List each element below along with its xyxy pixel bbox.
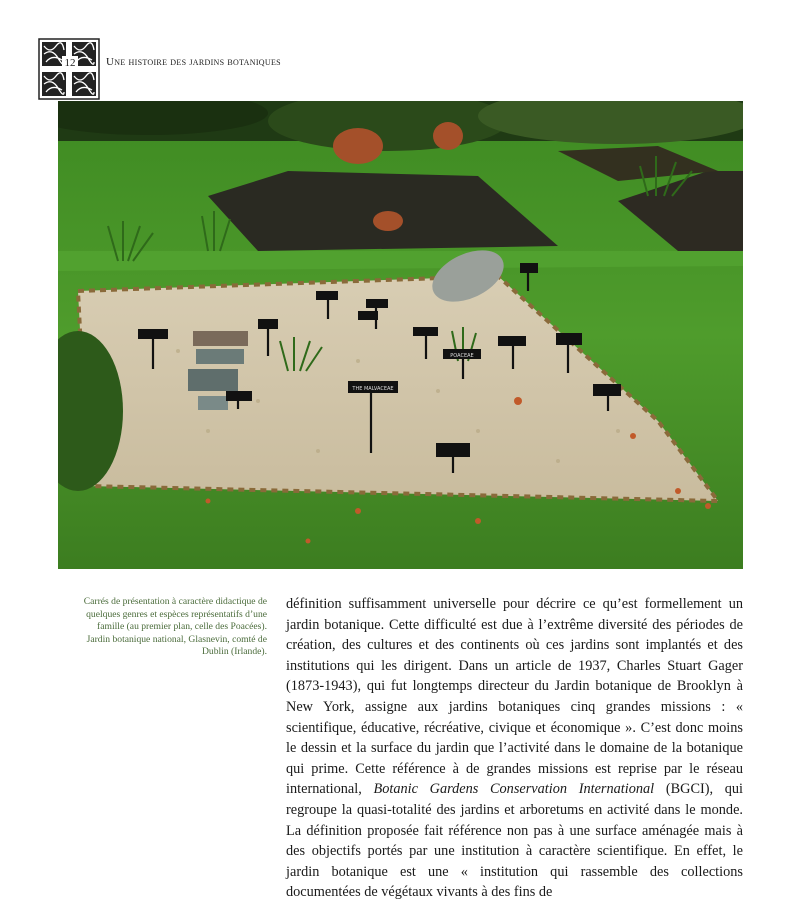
- body-text-part1: définition suffisamment universelle pour décrire ce qu’est formellement un jardin botanique. Cette difficulté est due à l’extrême diversité des périodes de création, des cultures et des continents où ces jardins sont implantés et des institutions qui les dirigent. Dans un article de 1937, Charles Stuart Gager (1873-1943), qui fut longtemps directeur du Jardin botanique de Brooklyn à New York, assigne aux jardins botaniques cinq grandes missions : « scientifique, éducative, récréative, civique et économique ». C’est donc moins le dessin et la surface du jardin que l’activité dans le domaine de la botanique qui prime. Cette référence à de grandes missions est reprise par le réseau international,: [286, 596, 743, 798]
- botanical-garden-photo: [58, 101, 743, 569]
- body-paragraph: [286, 594, 743, 903]
- page-number: 12: [62, 56, 78, 70]
- garden-illustration: [58, 101, 743, 569]
- caption-description: Carrés de présentation à caractère didactique de quelques genres et espèces représentatifs d’une famille (au premier plan, celle des Poacées).: [83, 596, 267, 633]
- body-text-part2: (BGCI), qui regroupe la quasi-totalité des jardins et arboretums en activité dans le monde. La définition proposée fait référence non pas à une surface aménagée mais à des objectifs portés par une institution à caractère scientifique. En effet, le jardin botanique est une « institution qui rassemble des collections documentées de végétaux vivants à des fins de: [286, 781, 743, 901]
- plant-label-poaceae: POACEAE: [450, 353, 474, 359]
- body-text: [286, 594, 743, 903]
- plant-label-malvaceae: THE MALVACEAE: [352, 386, 394, 392]
- caption-location: Jardin botanique national, Glasnevin, comté de Dublin (Irlande).: [86, 633, 267, 658]
- running-title: Une histoire des jardins botaniques: [106, 56, 281, 68]
- photo-caption: [74, 596, 267, 659]
- organization-name: Botanic Gardens Conservation International: [373, 781, 655, 798]
